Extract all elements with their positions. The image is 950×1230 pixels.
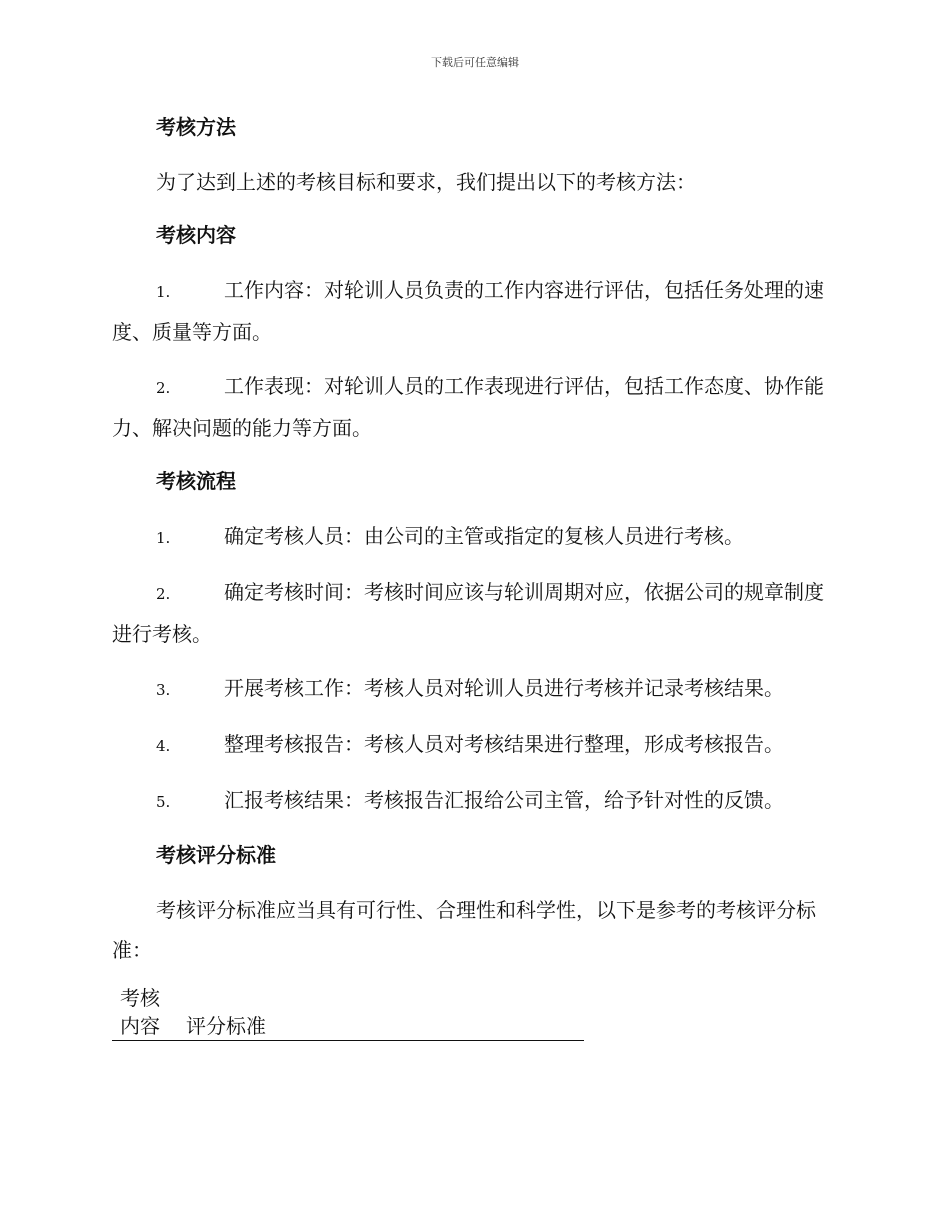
scoring-table — [112, 984, 584, 1041]
method-intro: 为了达到上述的考核目标和要求，我们提出以下的考核方法： — [156, 170, 696, 194]
section-title-scoring: 考核评分标准 — [156, 843, 276, 867]
list-item — [112, 780, 834, 822]
list-item-text: 工作内容：对轮训人员负责的工作内容进行评估，包括任务处理的速度、质量等方面。 — [112, 278, 824, 344]
section-title-content: 考核内容 — [156, 223, 236, 247]
list-item-text: 整理考核报告：考核人员对考核结果进行整理，形成考核报告。 — [224, 732, 784, 756]
page-header: 下载后可任意编辑 — [431, 56, 519, 69]
list-item — [112, 516, 834, 558]
table-header-content: 考核内容 — [112, 984, 178, 1041]
list-item-number: 5. — [156, 793, 171, 811]
list-item-number: 4. — [156, 737, 171, 755]
list-item — [112, 668, 834, 710]
list-item-text: 汇报考核结果：考核报告汇报给公司主管，给予针对性的反馈。 — [224, 788, 784, 812]
list-item — [112, 724, 834, 766]
list-item-text: 确定考核时间：考核时间应该与轮训周期对应，依据公司的规章制度进行考核。 — [112, 580, 824, 646]
list-item-number: 1. — [156, 529, 171, 547]
list-item-text: 工作表现：对轮训人员的工作表现进行评估，包括工作态度、协作能力、解决问题的能力等方面。 — [112, 374, 824, 440]
list-item-number: 2. — [156, 379, 171, 397]
list-item — [112, 366, 834, 448]
list-item-text: 确定考核人员：由公司的主管或指定的复核人员进行考核。 — [224, 524, 744, 548]
list-item-number: 1. — [156, 283, 171, 301]
list-item-text: 开展考核工作：考核人员对轮训人员进行考核并记录考核结果。 — [224, 676, 784, 700]
list-item — [112, 270, 834, 352]
list-item-number: 2. — [156, 585, 171, 603]
table-header-standard: 评分标准 — [178, 984, 584, 1041]
section-title-process: 考核流程 — [156, 469, 236, 493]
table-header-row — [112, 984, 584, 1041]
scoring-intro: 考核评分标准应当具有可行性、合理性和科学性，以下是参考的考核评分标准： — [112, 898, 816, 962]
list-item — [112, 572, 834, 654]
document-body — [112, 108, 834, 1041]
list-item-number: 3. — [156, 681, 171, 699]
section-title-method: 考核方法 — [156, 115, 236, 139]
